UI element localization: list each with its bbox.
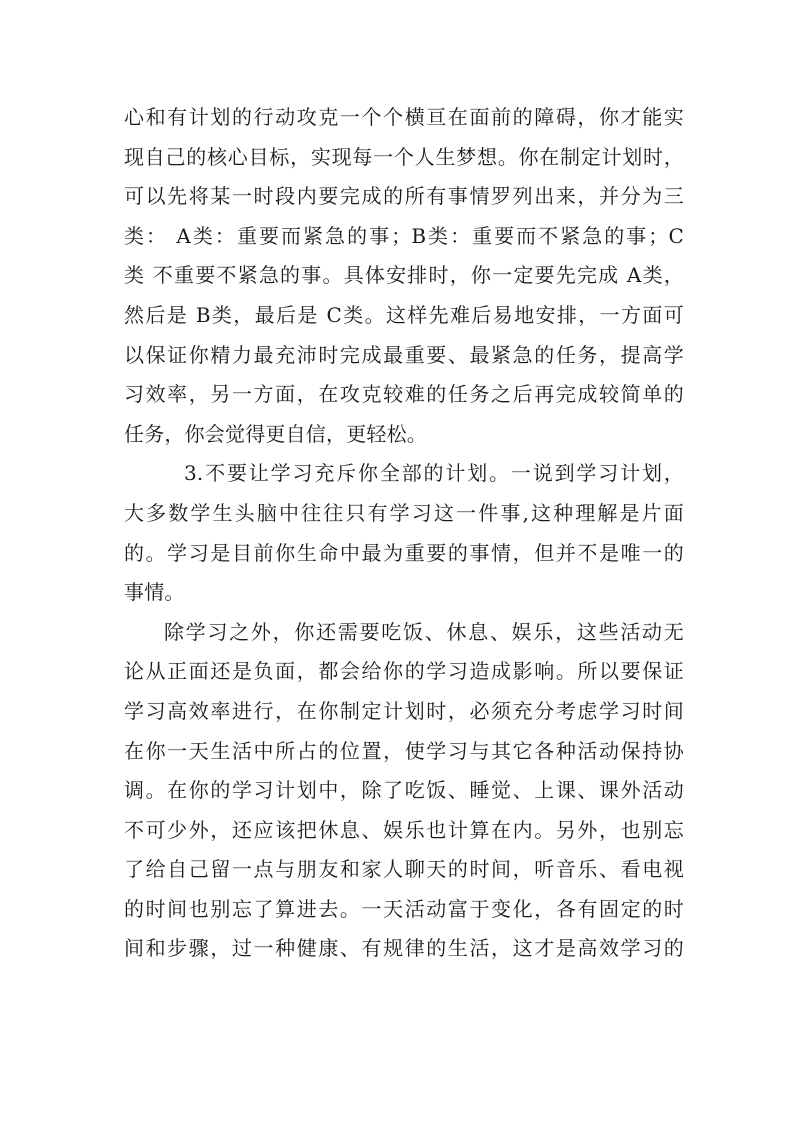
text-line: 心和有计划的行动攻克一个个横亘在面前的障碍，你才能实 [124, 105, 684, 129]
text-line: 间和步骤，过一种健康、有规律的生活，这才是高效学习的 [124, 936, 684, 961]
text-line: 在你一天生活中所占的位置，使学习与其它各种活动保持协 [124, 738, 684, 763]
text-line: 现自己的核心目标，实现每一个人生梦想。你在制定计划时， [124, 144, 684, 169]
text-line: 了给自己留一点与朋友和家人聊天的时间，听音乐、看电视 [124, 857, 684, 882]
text-line: 论从正面还是负面，都会给你的学习造成影响。所以要保证 [124, 659, 684, 684]
text-line: 大多数学生头脑中往往只有学习这一件事,这种理解是片面 [124, 500, 684, 525]
paragraph-3 [124, 613, 684, 969]
text-line: 学习高效率进行，在你制定计划时，必须充分考虑学习时间 [124, 698, 684, 723]
text-line: 以保证你精力最充沛时完成最重要、最紧急的任务，提高学 [124, 342, 684, 367]
text-line: 类： A类：重要而紧急的事；B类：重要而不紧急的事；C [124, 223, 684, 248]
paragraph-2 [124, 454, 684, 612]
text-line: 的。学习是目前你生命中最为重要的事情，但并不是唯一的 [124, 540, 684, 565]
text-line: 不可少外，还应该把休息、娱乐也计算在内。另外，也别忘 [124, 817, 684, 842]
text-line: 习效率，另一方面，在攻克较难的任务之后再完成较简单的 [124, 382, 684, 407]
paragraph-1 [124, 98, 684, 454]
text-line: 事情。 [124, 580, 185, 605]
text-line: 可以先将某一时段内要完成的所有事情罗列出来，并分为三 [124, 184, 684, 209]
text-line: 类 不重要不紧急的事。具体安排时，你一定要先完成 A类， [124, 263, 684, 288]
body-text [124, 98, 684, 969]
text-line: 然后是 B类，最后是 C类。这样先难后易地安排，一方面可 [124, 302, 684, 327]
text-line: 的时间也别忘了算进去。一天活动富于变化，各有固定的时 [124, 896, 684, 921]
text-line: 3.不要让学习充斥你全部的计划。一说到学习计划， [184, 461, 684, 486]
text-line: 调。在你的学习计划中，除了吃饭、睡觉、上课、课外活动 [124, 778, 684, 803]
text-line: 除学习之外，你还需要吃饭、休息、娱乐，这些活动无 [164, 619, 684, 644]
text-line: 任务，你会觉得更自信，更轻松。 [124, 421, 427, 446]
